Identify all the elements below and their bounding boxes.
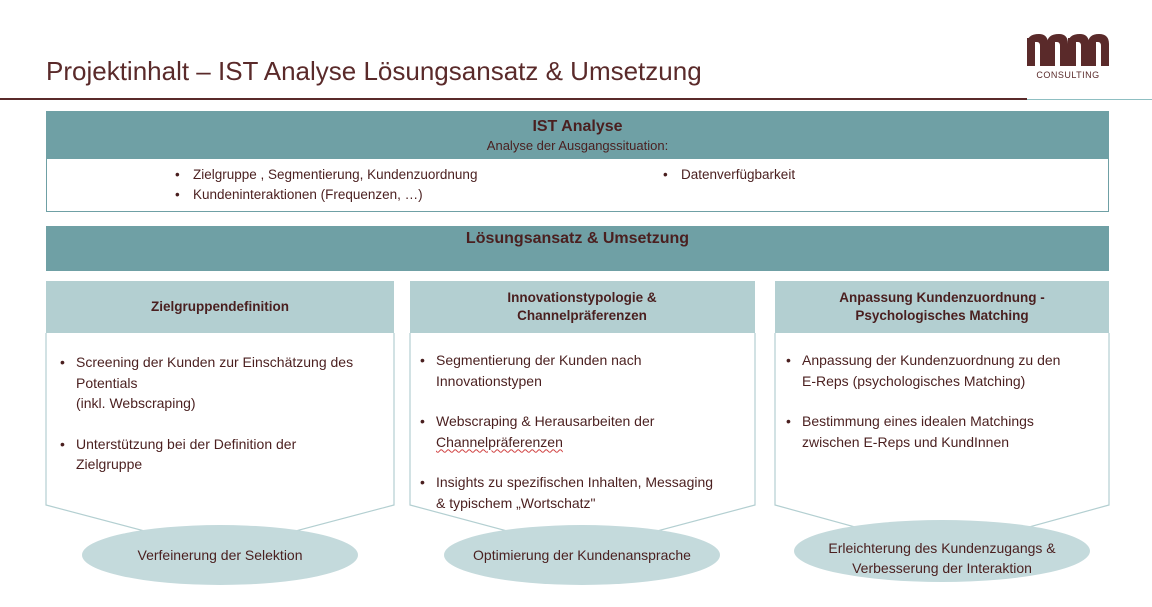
column-1-header: Zielgruppendefinition [151, 299, 289, 314]
column-1-list [60, 352, 390, 495]
page-title: Projektinhalt – IST Analyse Lösungsansatz & Umsetzung [46, 56, 702, 86]
column-2-list [420, 350, 755, 533]
solution-approach-title: Lösungsansatz & Umsetzung [465, 230, 690, 247]
column-2-header: Innovationstypologie & Channelpräferenzen [507, 290, 657, 323]
column-2-result: Optimierung der Kundenansprache [473, 547, 691, 563]
list-item: • Screening der Kunden zur Einschätzung des Potentials (inkl. Webscraping) [60, 354, 354, 411]
column-3-list [786, 350, 1106, 472]
list-item: • Anpassung der Kundenzuordnung zu den E-Reps (psychologisches Matching) [786, 352, 1061, 389]
column-1-result: Verfeinerung der Selektion [137, 547, 303, 563]
list-item: • Zielgruppe , Segmentierung, Kundenzuordnung [175, 167, 478, 182]
list-item: • Segmentierung der Kunden nach Innovationstypen [420, 352, 642, 389]
list-item: • Datenverfügbarkeit [663, 167, 796, 182]
ist-analysis-title: IST Analyse [532, 118, 623, 135]
logo-text: CONSULTING [1036, 70, 1100, 80]
ist-analysis-subtitle: Analyse der Ausgangssituation: [486, 138, 669, 153]
list-item: • Unterstützung bei der Definition der Zielgruppe [60, 435, 297, 472]
column-3-result: Erleichterung des Kundenzugangs & Verbesserung der Interaktion [828, 540, 1056, 576]
column-3-header: Anpassung Kundenzuordnung - Psychologisches Matching [839, 290, 1045, 323]
list-item: • Bestimmung eines idealen Matchings zwischen E-Reps und KundInnen [786, 413, 1034, 450]
list-item: • Kundeninteraktionen (Frequenzen, …) [175, 187, 423, 202]
list-item: • Insights zu spezifischen Inhalten, Messaging & typischem „Wortschatz" [420, 474, 714, 511]
list-item: • Webscraping & Herausarbeiten der Channelpräferenzen [420, 413, 655, 450]
